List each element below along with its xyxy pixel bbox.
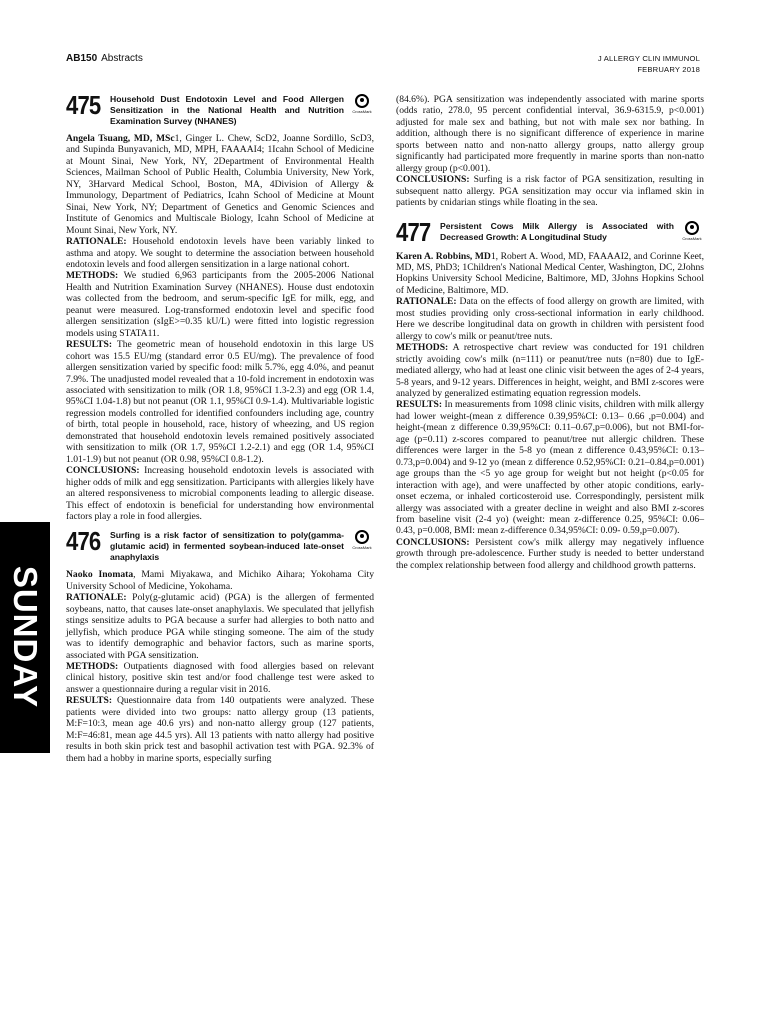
section-label: CONCLUSIONS: bbox=[396, 174, 470, 186]
crossmark-label: CrossMark bbox=[682, 235, 702, 241]
abstract-477 bbox=[396, 216, 704, 572]
crossmark-badge[interactable] bbox=[350, 92, 374, 114]
section-text: The geometric mean of household endotoxin in this large US cohort was 15.5 EU/mg (standard error 0.5 EU/mg). The prevalence of food allergen sensitization varied by specific food: milk 5.7%, egg 4.0%, and peanut 7.9%. The unadjusted model revealed that a 10-fold increment in endotoxin was associated with sensitization to milk (OR 1.8, 95%CI 1.3-2.3) and egg (OR 1.4, 95%CI 1.04-1.8) but not peanut (OR 1.1, 95%CI 0.9-1.4). Multivariable logistic regression models controlled for identified confounders including age, country of birth, total people in household, race, history of wheezing, and US region demonstrated that household endotoxin levels remained positively associated with sensitization to milk (OR 1.7, 95%CI 1.2-2.1) and egg (OR 1.4, 95%CI 1.01-1.9) but not peanut (OR 0.98, 95%CI 0.8-1.2). bbox=[66, 339, 374, 465]
crossmark-icon bbox=[355, 530, 369, 544]
day-side-tab bbox=[0, 522, 50, 753]
author-list bbox=[66, 569, 374, 592]
abstract-heading bbox=[396, 216, 704, 247]
running-header-right bbox=[598, 53, 700, 75]
page-code: AB150 bbox=[66, 53, 98, 64]
running-header-left bbox=[66, 53, 143, 64]
conclusions-paragraph bbox=[66, 465, 374, 522]
rationale-paragraph bbox=[66, 592, 374, 661]
lead-author: Angela Tsuang, MD, MSc bbox=[66, 133, 175, 144]
results-continuation: (84.6%). PGA sensitization was independently associated with marine sports (odds ratio, 278.0, 95 percent confidential interval, 36.9-6315.9, p<0.001) adjusted for male sex and bathing, but not with male sex nor bathing. In addition, although there is no significant difference of experience in marine sports between natto and non-natto allergy groups, natto allergy group significantly had participated more frequently in marine sports than non-natto allergy group (p<0.001). bbox=[396, 94, 704, 174]
methods-paragraph bbox=[66, 661, 374, 695]
results-paragraph bbox=[396, 399, 704, 536]
abstract-475 bbox=[66, 92, 374, 522]
right-column bbox=[396, 94, 704, 577]
crossmark-label: CrossMark bbox=[352, 109, 372, 114]
section-text: Poly(g-glutamic acid) (PGA) is the allergen of fermented soybeans, natto, that causes late-onset anaphylaxis. We speculated that jellyfish stings sensitize adults to PGA because a surfer had allergies to both natto and jellyfish, which produce PGA while stinging someone. The aim of the study was to identify demographic and behavior factors, such as marine sports, associated with PGA sensitization. bbox=[66, 592, 374, 661]
section-label: RESULTS: bbox=[396, 399, 443, 411]
results-paragraph bbox=[66, 339, 374, 465]
abstract-title: Persistent Cows Milk Allergy is Associated with Decreased Growth: A Longitudinal Study bbox=[440, 220, 674, 242]
author-affiliations: 1, Robert A. Wood, MD, FAAAAI2, and Corinne Keet, MD, MS, PhD3; 1Children's National Medical Center, Washington, DC, 2Johns Hopkins University School Medicine, Baltimore, MD, 3Johns Hopkins School of Medicine, Baltimore, MD. bbox=[396, 250, 704, 296]
section-text: Questionnaire data from 140 outpatients were analyzed. These patients were divided into two groups: natto allergy group (13 patients, M:F=10:3, mean age 40.6 yrs) and non-natto allergy group (127 patients, M:F=46:81, mean age 44.5 yrs). All 13 patients with natto allergy had positive results in both skin prick test and basophil activation test with PGA. 92.3% of them had a hobby in marine sports, especially surfing bbox=[66, 695, 374, 764]
section-label: METHODS: bbox=[66, 270, 119, 282]
section-text: We studied 6,963 participants from the 2005-2006 National Health and Nutrition Examination Survey (NHANES). House dust endotoxin was collected from the bedroom, and serum-specific IgE for milk, egg, and peanut were measured. Log-transformed endotoxin level and specific food allergen sensitization (sIgE>=0.35 kU/L) were fitted into logistic regression models using STATA11. bbox=[66, 270, 374, 339]
conclusions-paragraph bbox=[396, 537, 704, 571]
lead-author: Karen A. Robbins, MD bbox=[396, 250, 491, 262]
section-text: A retrospective chart review was conducted for 191 children strictly avoiding cow's milk (n=111) or peanut/tree nuts (n=80) due to IgE-mediated allergy, who had at least one clinic visit between the ages of 2-4 years, 5-8 years, and 9-12 years. Differences in height, weight, and BMI z-scores were analyzed by generalized estimating equation regression models. bbox=[396, 342, 704, 399]
author-list bbox=[66, 133, 374, 236]
section-label: CONCLUSIONS: bbox=[66, 465, 140, 477]
section-text: Persistent cow's milk allergy may negatively influence growth through pre-adolescence. Further study is needed to better understand the complex relationship between food allergy and childhood growth patterns. bbox=[396, 536, 704, 571]
section-label: RESULTS: bbox=[66, 339, 113, 351]
rationale-paragraph bbox=[66, 236, 374, 270]
crossmark-icon bbox=[685, 221, 699, 235]
conclusions-paragraph bbox=[396, 174, 704, 208]
day-tab-label: SUNDAY bbox=[7, 565, 44, 709]
section-label: RATIONALE: bbox=[66, 236, 127, 248]
crossmark-label: CrossMark bbox=[352, 545, 372, 551]
section-text: Surfing is a risk factor of PGA sensitization, resulting in subsequent natto allergy. PGA sensitization may occur via inflamed skin in patients by cnidarian stings while floating in the sea. bbox=[396, 174, 704, 209]
abstract-heading bbox=[66, 92, 374, 127]
section-label: RATIONALE: bbox=[396, 296, 457, 308]
section-label: CONCLUSIONS: bbox=[396, 536, 470, 548]
abstract-476-continued bbox=[396, 94, 704, 209]
section-label: METHODS: bbox=[396, 342, 449, 354]
abstract-title: Surfing is a risk factor of sensitization to poly(gamma-glutamic acid) in fermented soybean-induced late-onset anaphylaxis bbox=[110, 530, 344, 563]
section-label: RATIONALE: bbox=[66, 592, 127, 604]
author-affiliations: 1, Ginger L. Chew, ScD2, Joanne Sordillo, ScD3, and Supinda Bunyavanich, MD, MPH, FAAAAI4; 1Icahn School of Medicine at Mount Sinai, New York, NY, 2Department of Environmental Health Sciences, Mailman School of Public Health, Columbia University, New York, NY, 3Harvard Medical School, Boston, MA, 4Division of Allergy & Immunology, Department of Pediatrics, Icahn School of Medicine at Mount Sinai, New York, NY; Department of Genetics and Genomic Sciences and Institute of Genomics and Multiscale Biology, Icahn School of Medicine at Mount Sinai, New York, NY. bbox=[66, 133, 374, 236]
crossmark-badge[interactable] bbox=[680, 219, 704, 241]
abstract-number: 477 bbox=[396, 216, 431, 247]
results-paragraph bbox=[66, 695, 374, 764]
abstract-number: 476 bbox=[66, 526, 101, 557]
section-text: In measurements from 1098 clinic visits, children with milk allergy had lower weight-(mean z difference 0.39,95%CI: 0.13– 0.66 ,p=0.004) and height-(mean z difference 0.39,95%CI: 0.11–0.67,p=0.006), but not BMI-for-age (p=0.11) z-scores compared to peanut/tree nut allergic children. These differences were larger in the 5-8 yo (mean z difference 0.43,95%CI: 0.13–0.73,p=0.004) and 9-12 yo (mean z difference 0.52,95%CI: 0.21–0.84,p=0.001) age groups than the <5 yo age group for weight but not height (p<0.05 for interaction with age), and were unaffected by other atopic conditions, early-onset eczema, or inhaled corticosteroid use. Correspondingly, persistent milk allergy was associated with a greater decline in weight and also BMI z-scores from baseline visit (2-4 yo) (weight: mean z-difference 0.25, 95%CI: 0.06– 0.43, p=0.008, BMI: mean z-difference 0.34,95%CI: 0.09- 0.59,p=0.007). bbox=[396, 399, 704, 537]
abstract-476 bbox=[66, 528, 374, 764]
author-list bbox=[396, 251, 704, 297]
section-text: Household endotoxin levels have been variably linked to asthma and atopy. We sought to determine the association between household endotoxin levels and food allergen sensitization in a large national cohort. bbox=[66, 236, 374, 270]
rationale-paragraph bbox=[396, 296, 704, 342]
section-label: RESULTS: bbox=[66, 695, 113, 707]
section-text: Increasing household endotoxin levels is associated with higher odds of milk and egg sensitization. Participants with allergies likely have an altered responsiveness to microbial components leading to allergic disease. This effect of endotoxin is beneficial for understanding how environmental factors play a role in food allergies. bbox=[66, 465, 374, 522]
crossmark-icon bbox=[355, 94, 369, 108]
section-text: Data on the effects of food allergy on growth are limited, with most studies providing only cross-sectional information in early childhood. Here we describe longitudinal data on growth in children with persistent food allergy to cow's milk or peanut/tree nuts. bbox=[396, 296, 704, 342]
section-name: Abstracts bbox=[101, 53, 143, 64]
section-text: Outpatients diagnosed with food allergies based on relevant clinical history, positive skin test and/or food challenge test were asked to answer a questionnaire during a regular visit in 2016. bbox=[66, 661, 374, 695]
lead-author: Naoko Inomata bbox=[66, 569, 134, 581]
methods-paragraph bbox=[66, 270, 374, 339]
journal-name: J ALLERGY CLIN IMMUNOL bbox=[597, 54, 700, 63]
section-label: METHODS: bbox=[66, 661, 119, 673]
issue-date: FEBRUARY 2018 bbox=[637, 65, 700, 74]
abstract-title: Household Dust Endotoxin Level and Food Allergen Sensitization in the National Health and Nutrition Examination Survey (NHANES) bbox=[110, 94, 344, 126]
left-column bbox=[66, 92, 374, 770]
abstract-heading bbox=[66, 528, 374, 563]
methods-paragraph bbox=[396, 342, 704, 399]
author-affiliations: , Mami Miyakawa, and Michiko Aihara; Yokohama City University School of Medicine, Yokohama. bbox=[66, 569, 374, 592]
abstract-number: 475 bbox=[66, 90, 101, 120]
crossmark-badge[interactable] bbox=[350, 528, 374, 550]
